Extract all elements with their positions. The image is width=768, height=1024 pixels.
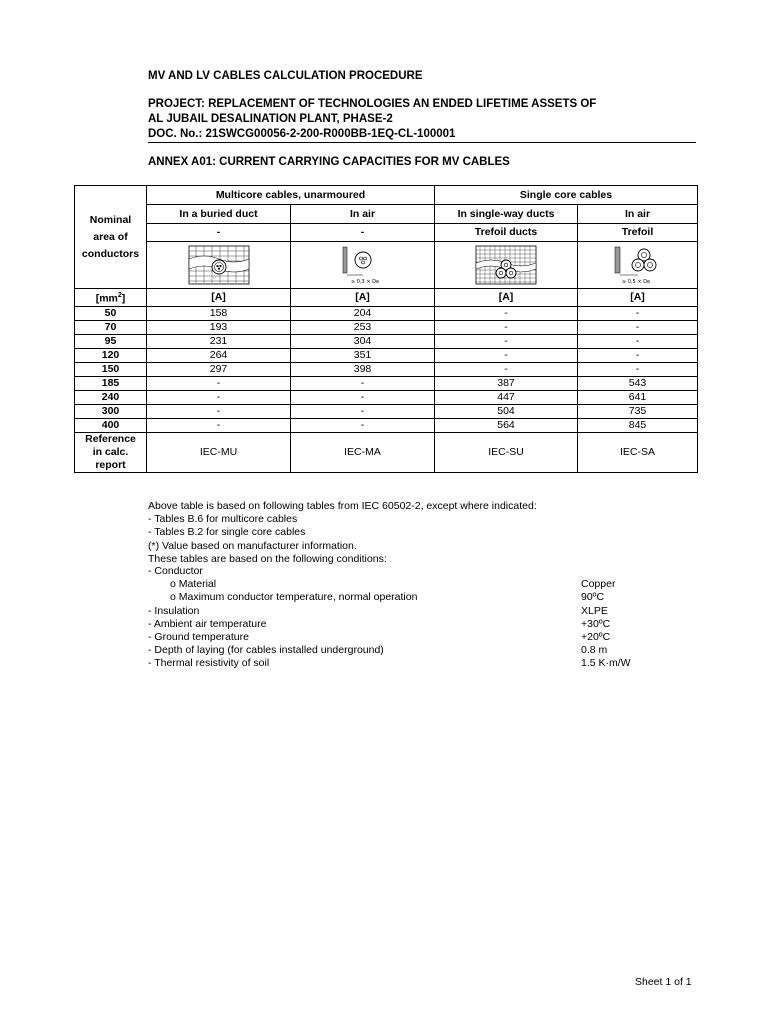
note-line: (*) Value based on manufacturer information. [148,539,357,552]
condition-label: - Ambient air temperature [148,617,267,630]
notes-block [148,500,537,566]
table-header-row-3 [75,224,698,242]
condition-value: 1.5 K·m/W [581,657,631,670]
trefoil-air-illustration [578,242,698,289]
multicore-air-illustration [291,242,435,289]
ref-ma: IEC-MA [291,432,435,472]
mu-cell: 264 [147,348,291,362]
sa-cell: - [578,334,698,348]
mu-cell: - [147,390,291,404]
area-cell: 150 [75,362,147,376]
document-title: MV AND LV CABLES CALCULATION PROCEDURE [148,70,423,82]
sa-cell: 543 [578,376,698,390]
note-line: - Tables B.2 for single core cables [148,526,306,539]
arrangement-trefoil: Trefoil [578,224,698,242]
area-cell: 400 [75,418,147,432]
area-cell: 70 [75,320,147,334]
condition-row [148,591,696,604]
header-multicore-air: In air [291,205,435,224]
ref-mu: IEC-MU [147,432,291,472]
su-cell: - [435,362,578,376]
note-line: Above table is based on following tables from IEC 60502-2, except where indicated: [148,500,537,512]
sa-cell: 641 [578,390,698,404]
su-cell: 504 [435,404,578,418]
area-cell: 50 [75,306,147,320]
su-cell: - [435,334,578,348]
multicore-air-icon [337,245,389,285]
ma-cell: 351 [291,348,435,362]
condition-label: o Material [170,578,217,591]
table-row [75,376,698,390]
condition-label: - Insulation [148,604,200,617]
su-cell: - [435,320,578,334]
sa-cell: 845 [578,418,698,432]
mu-cell: - [147,418,291,432]
condition-row [148,565,696,578]
condition-row [148,644,696,657]
su-cell: - [435,306,578,320]
ma-cell: - [291,418,435,432]
table-row [75,334,698,348]
sa-cell: - [578,362,698,376]
table-row [75,306,698,320]
condition-value: +20ºC [581,630,611,643]
doc-number: DOC. No.: 21SWCG00056-2-200-R000BB-1EQ-CL-100001 [148,128,456,140]
condition-value: XLPE [581,604,608,617]
mu-cell: 297 [147,362,291,376]
mu-cell: - [147,404,291,418]
mu-cell: 158 [147,306,291,320]
condition-row [148,657,696,670]
condition-value: 0.8 m [581,644,608,657]
table-row [75,348,698,362]
current-capacity-table [74,185,698,473]
table-row [75,390,698,404]
sa-cell: - [578,348,698,362]
unit-sa: [A] [578,289,698,307]
header-rule [148,142,696,143]
unit-area: $[mm^2]$ [75,289,147,307]
ma-cell: 398 [291,362,435,376]
table-header-row-2 [75,205,698,224]
condition-value: 90ºC [581,591,605,604]
area-cell: 300 [75,404,147,418]
condition-row [148,605,696,618]
table-row [75,362,698,376]
annex-title: ANNEX A01: CURRENT CARRYING CAPACITIES FOR MV CABLES [148,156,510,168]
su-cell: 564 [435,418,578,432]
condition-row [148,578,696,591]
mu-cell: 231 [147,334,291,348]
unit-mu: [A] [147,289,291,307]
header-single-way-ducts: In single-way ducts [435,205,578,224]
single-core-group-header: Single core cables [435,186,698,205]
condition-label: - Thermal resistivity of soil [148,657,270,670]
ref-su: IEC-SU [435,432,578,472]
trefoil-air-icon [611,245,665,285]
condition-label: - Depth of laying (for cables installed underground) [148,644,384,657]
area-cell: 120 [75,348,147,362]
condition-row [148,631,696,644]
sheet-number: Sheet 1 of 1 [635,976,692,988]
condition-label: - Ground temperature [148,630,249,643]
su-cell: - [435,348,578,362]
ma-cell: 253 [291,320,435,334]
area-cell: 185 [75,376,147,390]
table-row [75,418,698,432]
arrangement-trefoil-ducts: Trefoil ducts [435,224,578,242]
arrangement-buried: - [147,224,291,242]
arrangement-multicore-air: - [291,224,435,242]
ma-cell: 304 [291,334,435,348]
su-cell: 387 [435,376,578,390]
sa-cell: - [578,306,698,320]
clearance-label-trefoil: ≥ 0,5 × De [621,279,650,285]
buried-duct-icon [188,245,250,285]
trefoil-ducts-illustration [435,242,578,289]
area-cell: 95 [75,334,147,348]
ma-cell: 204 [291,306,435,320]
condition-value: Copper [581,578,616,591]
reference-row [75,432,698,472]
note-line: These tables are based on the following conditions: [148,552,387,565]
sa-cell: 735 [578,404,698,418]
conditions-list [148,565,696,671]
note-line: - Tables B.6 for multicore cables [148,513,298,526]
header-single-air: In air [578,205,698,224]
illustration-row [75,242,698,289]
nominal-area-header: Nominal area of conductors [75,186,147,289]
ma-cell: - [291,376,435,390]
units-row [75,289,698,307]
trefoil-ducts-icon [475,245,537,285]
project-line-2: AL JUBAIL DESALINATION PLANT, PHASE-2 [148,113,393,125]
area-cell: 240 [75,390,147,404]
condition-label: o Maximum conductor temperature, normal operation [170,591,418,604]
condition-value: +30ºC [581,617,611,630]
table-row [75,404,698,418]
ma-cell: - [291,404,435,418]
buried-duct-illustration [147,242,291,289]
project-line-1: PROJECT: REPLACEMENT OF TECHNOLOGIES AN ENDED LIFETIME ASSETS OF [148,98,597,110]
unit-ma: [A] [291,289,435,307]
table-row [75,320,698,334]
unit-su: [A] [435,289,578,307]
ma-cell: - [291,390,435,404]
reference-label: Reference in calc. report [75,432,147,472]
mu-cell: - [147,376,291,390]
table-header-row-1 [75,186,698,205]
multicore-group-header: Multicore cables, unarmoured [147,186,435,205]
condition-label: - Conductor [148,565,203,577]
clearance-label-multicore: ≥ 0,3 × De [350,279,379,285]
condition-row [148,618,696,631]
header-buried-duct: In a buried duct [147,205,291,224]
su-cell: 447 [435,390,578,404]
mu-cell: 193 [147,320,291,334]
sa-cell: - [578,320,698,334]
ref-sa: IEC-SA [578,432,698,472]
